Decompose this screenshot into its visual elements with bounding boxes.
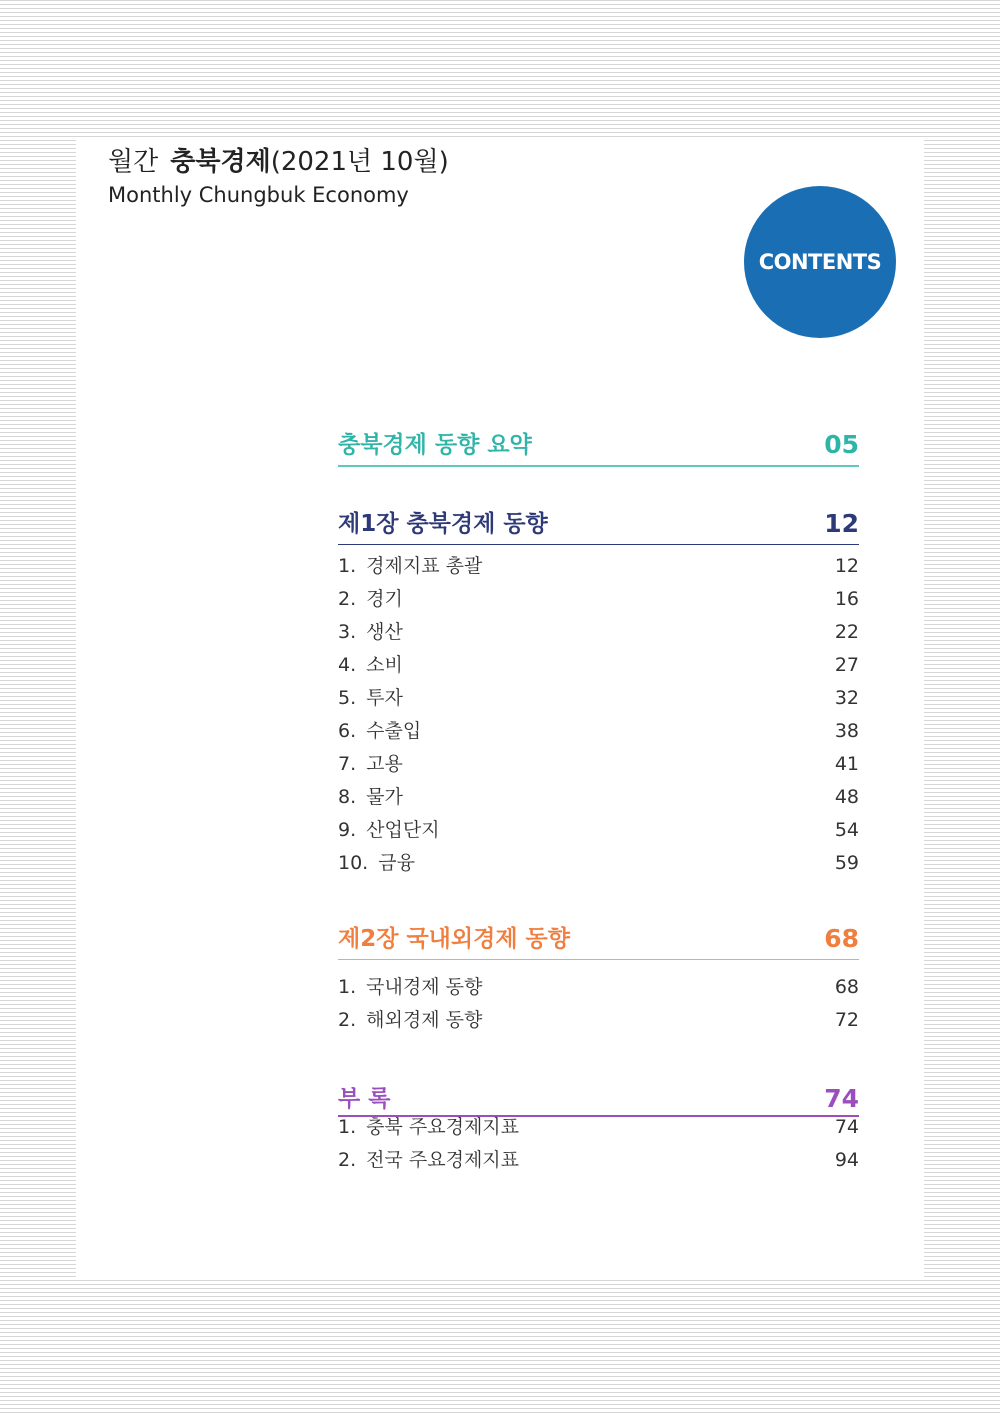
toc-entry[interactable] [338, 748, 859, 781]
toc-entry-number: 7. [338, 753, 357, 775]
toc-entry[interactable] [338, 682, 859, 715]
toc-entry-number: 2. [338, 1149, 357, 1171]
toc-entry-label-group [338, 616, 403, 649]
toc-entry-page: 38 [834, 720, 859, 742]
toc-entry-label: 전국 주요경제지표 [366, 1149, 520, 1171]
section-page: 12 [824, 509, 859, 538]
toc-section-appendix [338, 1080, 859, 1177]
toc-entry-page: 59 [834, 852, 859, 874]
toc-entry-label-group [338, 1111, 519, 1144]
toc-entry-label: 생산 [366, 621, 403, 643]
toc-entry-label-group [338, 1144, 519, 1177]
toc-entry[interactable] [338, 583, 859, 616]
toc-entry-page: 22 [834, 621, 859, 643]
toc-entry-number: 2. [338, 1009, 357, 1031]
toc-entry-page: 72 [834, 1009, 859, 1031]
toc-entry[interactable] [338, 1144, 859, 1177]
toc-entry-number: 4. [338, 654, 357, 676]
toc-entry-number: 3. [338, 621, 357, 643]
toc-entry-label-group [338, 781, 403, 814]
toc-entry-label-group [338, 649, 403, 682]
section-title: 부 록 [338, 1086, 391, 1112]
toc-entry[interactable] [338, 781, 859, 814]
toc-entry-label: 해외경제 동향 [366, 1009, 483, 1031]
toc-entry-label: 물가 [366, 786, 403, 808]
toc-entry-label: 경제지표 총괄 [366, 555, 483, 577]
toc-entry-label-group [338, 715, 421, 748]
toc-entry-label-group [338, 814, 440, 847]
toc-entry-page: 68 [834, 976, 859, 998]
toc-section-chapter2 [338, 920, 859, 1037]
toc-entries [338, 550, 859, 880]
section-page: 74 [824, 1084, 859, 1113]
section-title: 제2장 국내외경제 동향 [338, 926, 570, 952]
toc-entry-page: 41 [834, 753, 859, 775]
toc-entry-label: 수출입 [366, 720, 422, 742]
toc-entry-number: 1. [338, 1116, 357, 1138]
toc-entry[interactable] [338, 1004, 859, 1037]
toc-entry-label-group [338, 583, 403, 616]
toc-entries [338, 1111, 859, 1177]
toc-entry-label-group [338, 550, 482, 583]
toc-entry-page: 48 [834, 786, 859, 808]
toc-entries [338, 971, 859, 1037]
toc-entry-page: 54 [834, 819, 859, 841]
toc-entry-label: 국내경제 동향 [366, 976, 483, 998]
header [108, 142, 449, 208]
toc-entry-label: 충북 주요경제지표 [366, 1116, 520, 1138]
publication-title [108, 142, 449, 182]
section-title: 제1장 충북경제 동향 [338, 511, 548, 537]
toc-entry-label-group [338, 1004, 482, 1037]
toc-entry-page: 12 [834, 555, 859, 577]
section-page: 05 [824, 430, 859, 459]
toc-entry-label: 경기 [366, 588, 403, 610]
toc-entry-label: 투자 [366, 687, 403, 709]
toc-entry-page: 16 [834, 588, 859, 610]
toc-entry-label: 금융 [378, 852, 415, 874]
section-title: 충북경제 동향 요약 [338, 432, 532, 458]
toc-entry-number: 1. [338, 555, 357, 577]
title-main: 충북경제 [170, 147, 271, 177]
toc-entry-page: 27 [834, 654, 859, 676]
toc-entry[interactable] [338, 1111, 859, 1144]
toc-entry-number: 6. [338, 720, 357, 742]
toc-section-chapter1 [338, 505, 859, 880]
contents-badge [744, 186, 896, 338]
section-page: 68 [824, 924, 859, 953]
toc-entry-label: 고용 [366, 753, 403, 775]
title-date: (2021년 10월) [270, 147, 449, 177]
toc-entry-number: 10. [338, 852, 369, 874]
toc-entry-number: 8. [338, 786, 357, 808]
toc-entry-page: 94 [834, 1149, 859, 1171]
toc-entry-number: 5. [338, 687, 357, 709]
toc-section-header[interactable] [338, 426, 859, 467]
title-prefix: 월간 [108, 147, 159, 177]
toc-entry-label-group [338, 847, 415, 880]
toc-entry-page: 74 [834, 1116, 859, 1138]
toc-section-header[interactable] [338, 505, 859, 545]
toc-entry-label: 산업단지 [366, 819, 440, 841]
publication-subtitle: Monthly Chungbuk Economy [108, 183, 409, 207]
toc-entry-number: 1. [338, 976, 357, 998]
toc-entry[interactable] [338, 971, 859, 1004]
toc-entry[interactable] [338, 847, 859, 880]
toc-entry[interactable] [338, 550, 859, 583]
toc-entry-page: 32 [834, 687, 859, 709]
toc-entry-label-group [338, 682, 403, 715]
toc-section-header[interactable] [338, 920, 859, 960]
contents-badge-label: CONTENTS [758, 250, 882, 274]
toc-entry-number: 9. [338, 819, 357, 841]
toc-entry-label: 소비 [366, 654, 403, 676]
toc-entry[interactable] [338, 715, 859, 748]
toc-entry-label-group [338, 748, 403, 781]
toc-entry[interactable] [338, 649, 859, 682]
toc-entry-label-group [338, 971, 482, 1004]
toc-entry[interactable] [338, 814, 859, 847]
toc-entry[interactable] [338, 616, 859, 649]
toc-section-summary [338, 426, 859, 467]
toc-entry-number: 2. [338, 588, 357, 610]
